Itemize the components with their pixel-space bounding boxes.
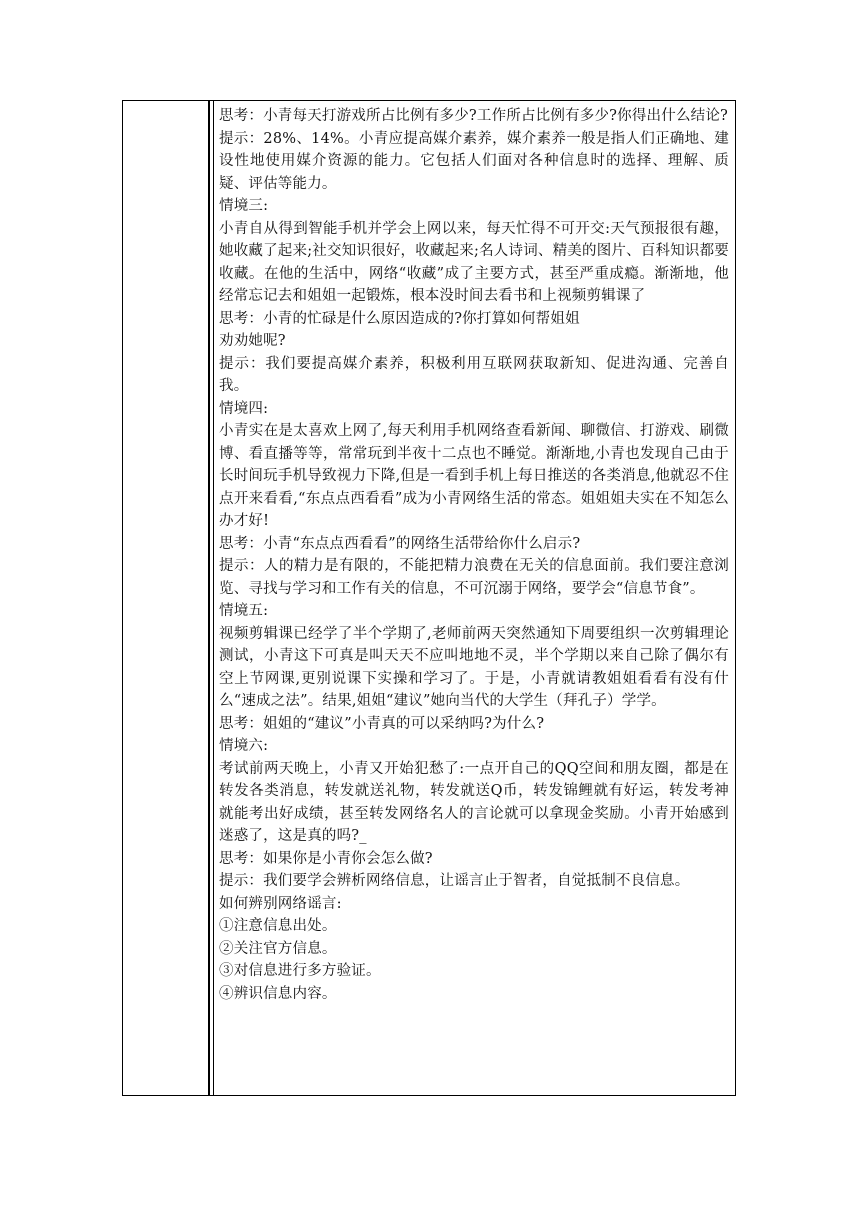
rumor-tip-3: ③对信息进行多方验证。 [219,963,381,979]
rumor-tip-4: ④辨识信息内容。 [219,985,337,1002]
column-divider [208,101,209,1095]
think-question-5: 思考：姐姐的“建议”小青真的可以采纳吗?为什么? [219,715,545,732]
scenario-5-heading: 情境五: [219,603,269,619]
lesson-content [219,105,729,1005]
think-question-3b: 劝劝她呢? [219,333,286,349]
rumor-tip-1: ①注意信息出处。 [219,918,337,934]
scenario-3-body: 小青自从得到智能手机并学会上网以来，每天忙得不可开交:天气预报很有趣，她收藏了起来;社交知识很好，收藏起来;名人诗词、精美的图片、百科知识都要收藏。在他的生活中，网络“收藏”成了主要方式，甚至严重成瘾。渐渐地，他经常忘记去和姐姐一起锻炼，根本没时间去看书和上视频剪辑课了 [219,220,729,304]
lesson-table [122,100,736,1096]
column-divider-inner [213,101,214,1095]
scenario-4-heading: 情境四: [219,400,269,417]
hint-4: 提示：人的精力是有限的，不能把精力浪费在无关的信息面前。我们要注意浏览、寻找与学习和工作有关的信息，不可沉溺于网络，要学会“信息节食”。 [219,558,729,597]
rumor-heading: 如何辨别网络谣言: [219,895,342,912]
scenario-3-heading: 情境三: [219,198,269,214]
hint-1: 提示：28%、14%。小青应提高媒介素养，媒介素养一般是指人们正确地、建设性地使用媒介资源的能力。它包括人们面对各种信息时的选择、理解、质疑、评估等能力。 [219,130,729,192]
scenario-6-heading: 情境六: [219,738,269,754]
left-column-cell [123,101,210,1095]
hint-3: 提示：我们要提高媒介素养，积极利用互联网获取新知、促进沟通、完善自我。 [219,355,729,394]
think-question-1: 思考：小青每天打游戏所占比例有多少?工作所占比例有多少?你得出什么结论? [219,108,729,124]
right-column-cell [211,101,735,1095]
think-question-6: 思考：如果你是小青你会怎么做? [219,850,433,867]
hint-6: 提示：我们要学会辨析网络信息，让谣言止于智者，自觉抵制不良信息。 [219,873,690,889]
scenario-6-body: 考试前两天晚上，小青又开始犯愁了:一点开自己的QQ空间和朋友圈，都是在转发各类消息，转发就送礼物，转发就送Q币，转发锦鲤就有好运，转发考神就能考出好成绩，甚至转发网络名人的言论就可以拿现金奖励。小青开始感到迷惑了，这是真的吗?_ [219,760,729,844]
scenario-4-body: 小青实在是太喜欢上网了,每天利用手机网络查看新闻、聊微信、打游戏、刷微博、看直播等等，常常玩到半夜十二点也不睡觉。渐渐地,小青也发现自己由于长时间玩手机导致视力下降,但是一看到手机上每日推送的各类消息,他就忍不住点开来看看,“东点点西看看”成为小青网络生活的常态。姐姐姐夫实在不知怎么办才好! [219,423,729,529]
think-question-4: 思考：小青“东点点西看看”的网络生活带给你什么启示? [219,535,581,552]
think-question-3a: 思考：小青的忙碌是什么原因造成的?你打算如何帮姐姐 [219,310,580,327]
rumor-tip-2: ②关注官方信息。 [219,940,337,957]
scenario-5-body: 视频剪辑课已经学了半个学期了,老师前两天突然通知下周要组织一次剪辑理论测试，小青这下可真是叫天天不应叫地地不灵，半个学期以来自己除了偶尔有空上节网课,更别说课下实操和学习了。于是，小青就请教姐姐看看有没有什么“速成之法”。结果,姐姐“建议”她向当代的大学生（拜孔子）学学。 [219,625,729,709]
